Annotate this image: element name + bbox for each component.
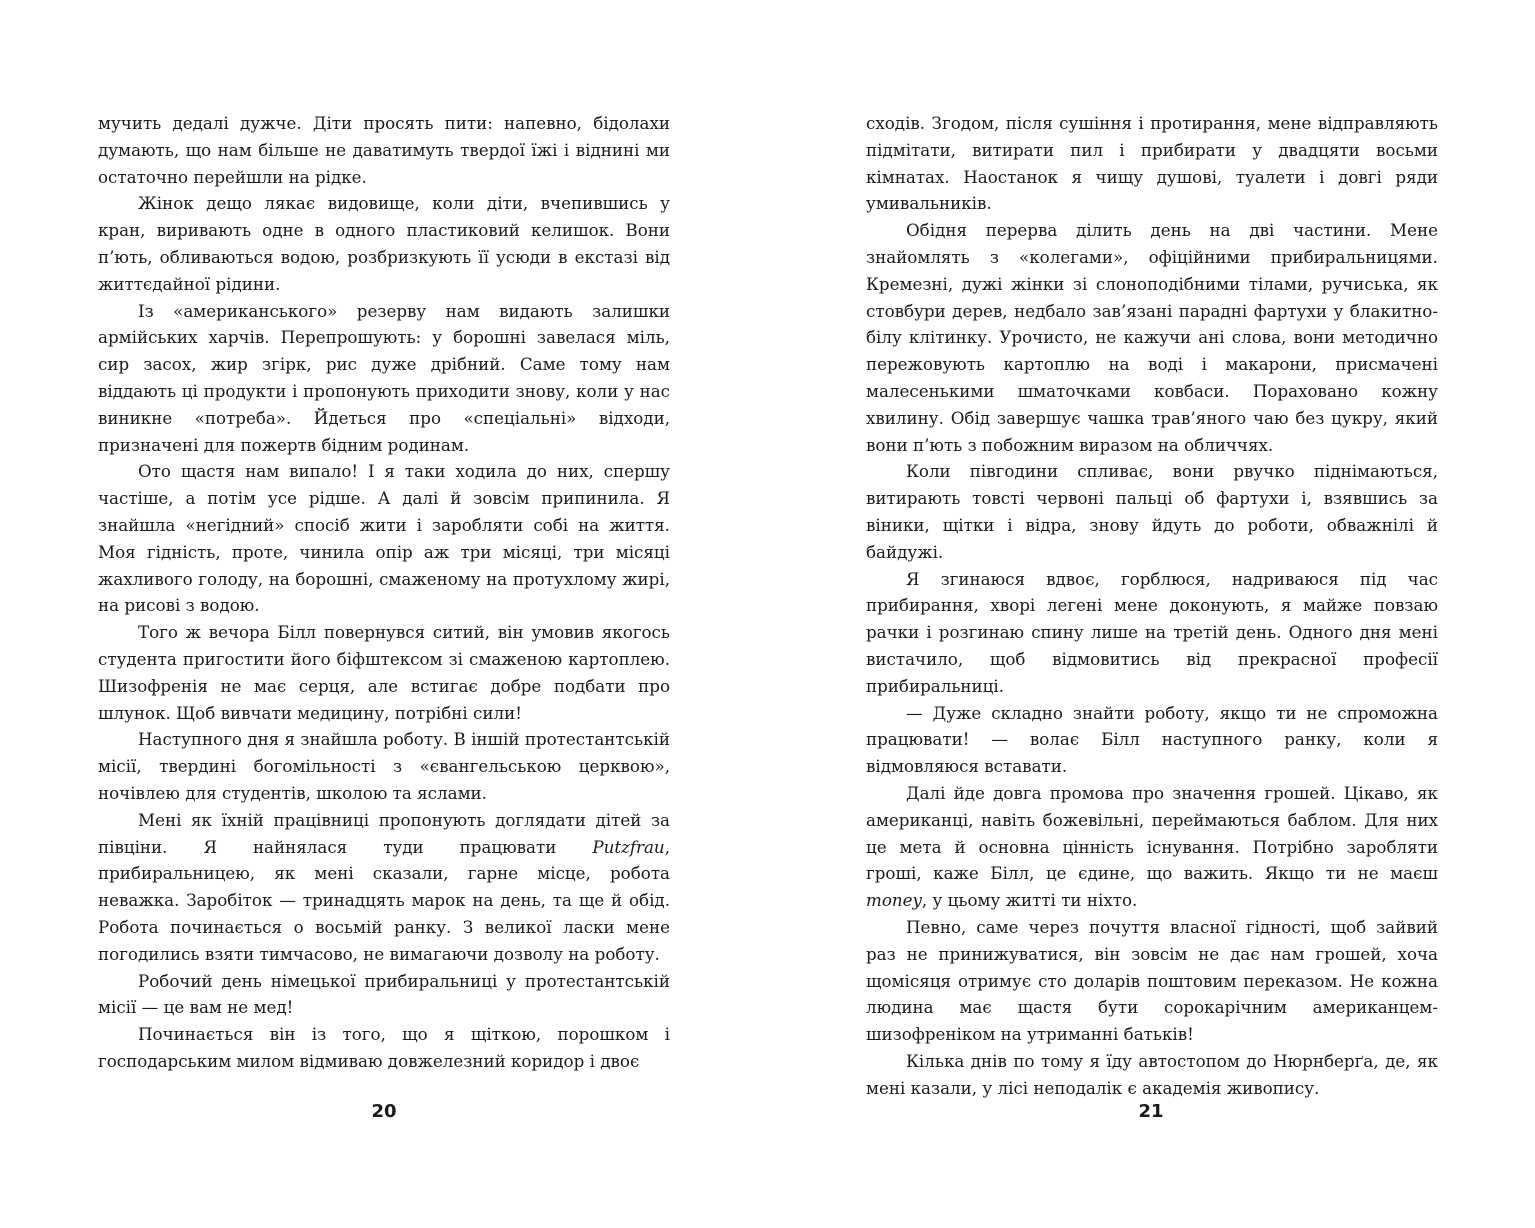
paragraph: Обідня перерва ділить день на дві частини. Мене знайомлять з «колегами», офіційними прибиральницями. Кремезні, дужі жінки зі слоноподібними тілами, ручиська, як стовбури дерев, недбало зав’язані парадні фартухи у блакитно-білу клітинку. Урочисто, не кажучи ані слова, вони методично пережовують картоплю на воді і макарони, присмачені малесенькими шматочками ковбаси. Пораховано кожну хвилину. Обід завершує чашка трав’яного чаю без цукру, який вони п’ють з побожним виразом на обличчях. [866, 220, 1438, 455]
left-page [98, 110, 670, 1075]
page-number-left: 20 [371, 1101, 397, 1122]
paragraph: Ото щастя нам випало! І я таки ходила до них, спершу частіше, а потім усе рідше. А далі й зовсім припинила. Я знайшла «негідний» спосіб жити і заробляти собі на життя. Моя гідність, проте, чинила опір аж три місяці, три місяці жахливого голоду, на борошні, смаженому на протухлому жирі, на рисові з водою. [98, 461, 670, 616]
italic-term: Putzfrau [592, 836, 665, 857]
paragraph [98, 807, 670, 968]
paragraph: сходів. Згодом, після сушіння і протирання, мене відправляють підмітати, витирати пил і прибирати у двадцяти восьми кімнатах. Наостанок я чищу душові, туалети і довгі ряди умивальників. [866, 113, 1438, 214]
paragraph: — Дуже складно знайти роботу, якщо ти не спроможна працювати! — волає Білл наступного ранку, коли я відмовляюся вставати. [866, 702, 1438, 777]
paragraph: Робочий день німецької прибиральниці у протестантській місії — це вам не мед! [98, 970, 670, 1018]
paragraph: Із «американського» резерву нам видають залишки армійських харчів. Перепрошують: у борошні завелася міль, сир засох, жир згірк, рис дуже дрібний. Саме тому нам віддають ці продукти і пропонують приходити знову, коли у нас виникне «потреба». Йдеться про «спеціальні» відходи, призначені для пожертв бідним родинам. [98, 300, 670, 455]
paragraph: Жінок дещо лякає видовище, коли діти, вчепившись у кран, виривають одне в одного пластиковий келишок. Вони п’ють, обливаються водою, розбризкують її усюди в екстазі від життєдайної рідини. [98, 193, 670, 294]
paragraph: мучить дедалі дужче. Діти просять пити: напевно, бідолахи думають, що нам більше не даватимуть твердої їжі і віднині ми остаточно перейшли на рідке. [98, 113, 670, 187]
page-number-right: 21 [1138, 1101, 1164, 1122]
text-run: Далі йде довга промова про значення грошей. Цікаво, як американці, навіть божевільні, переймаються баблом. Для них це мета й основна цінність існування. Потрібно заробляти гроші, каже Білл, це єдине, що важить. Якщо ти не маєш [866, 782, 1438, 884]
text-run: Мені як їхній працівниці пропонують доглядати дітей за півціни. Я найнялася туди працювати [98, 809, 670, 857]
paragraph [866, 780, 1438, 914]
text-run: , у цьому житті ти ніхто. [921, 890, 1138, 911]
italic-term: money [866, 890, 922, 911]
right-page [866, 110, 1438, 1101]
paragraph: Наступного дня я знайшла роботу. В іншій протестантській місії, твердині богомільності з «євангельською церквою», ночівлею для студентів, школою та яслами. [98, 729, 670, 803]
text-run: , прибиральницею, як мені сказали, гарне місце, робота неважка. Заробіток — тринадцять марок на день, та ще й обід. Робота починається о восьмій ранку. З великої ласки мене погодились взяти тимчасово, не вимагаючи дозволу на роботу. [98, 836, 670, 964]
paragraph: Кілька днів по тому я їду автостопом до Нюрнберґа, де, як мені казали, у лісі неподалік є академія живопису. [866, 1050, 1438, 1098]
paragraph: Коли півгодини спливає, вони рвучко піднімаються, витирають товсті червоні пальці об фартухи і, взявшись за віники, щітки і відра, знову йдуть до роботи, обважнілі й байдужі. [866, 461, 1438, 562]
paragraph: Починається він із того, що я щіткою, порошком і господарським милом відмиваю довжелезний коридор і двоє [98, 1024, 670, 1071]
paragraph: Я згинаюся вдвоє, горблюся, надриваюся під час прибирання, хворі легені мене доконують, я майже повзаю рачки і розгинаю спину лише на третій день. Одного дня мені вистачило, щоб відмовитись від прекрасної професії прибиральниці. [866, 568, 1438, 696]
paragraph: Певно, саме через почуття власної гідності, щоб зайвий раз не принижуватися, він зовсім не дає нам грошей, хоча щомісяця отримує сто доларів поштовим переказом. Не кожна людина має щастя бути сорокарічним американцем-шизофреніком на утриманні батьків! [866, 916, 1438, 1045]
paragraph: Того ж вечора Білл повернувся ситий, він умовив якогось студента пригостити його біфштексом зі смаженою картоплею. Шизофренія не має серця, але встигає добре подбати про шлунок. Щоб вивчати медицину, потрібні сили! [98, 622, 670, 723]
